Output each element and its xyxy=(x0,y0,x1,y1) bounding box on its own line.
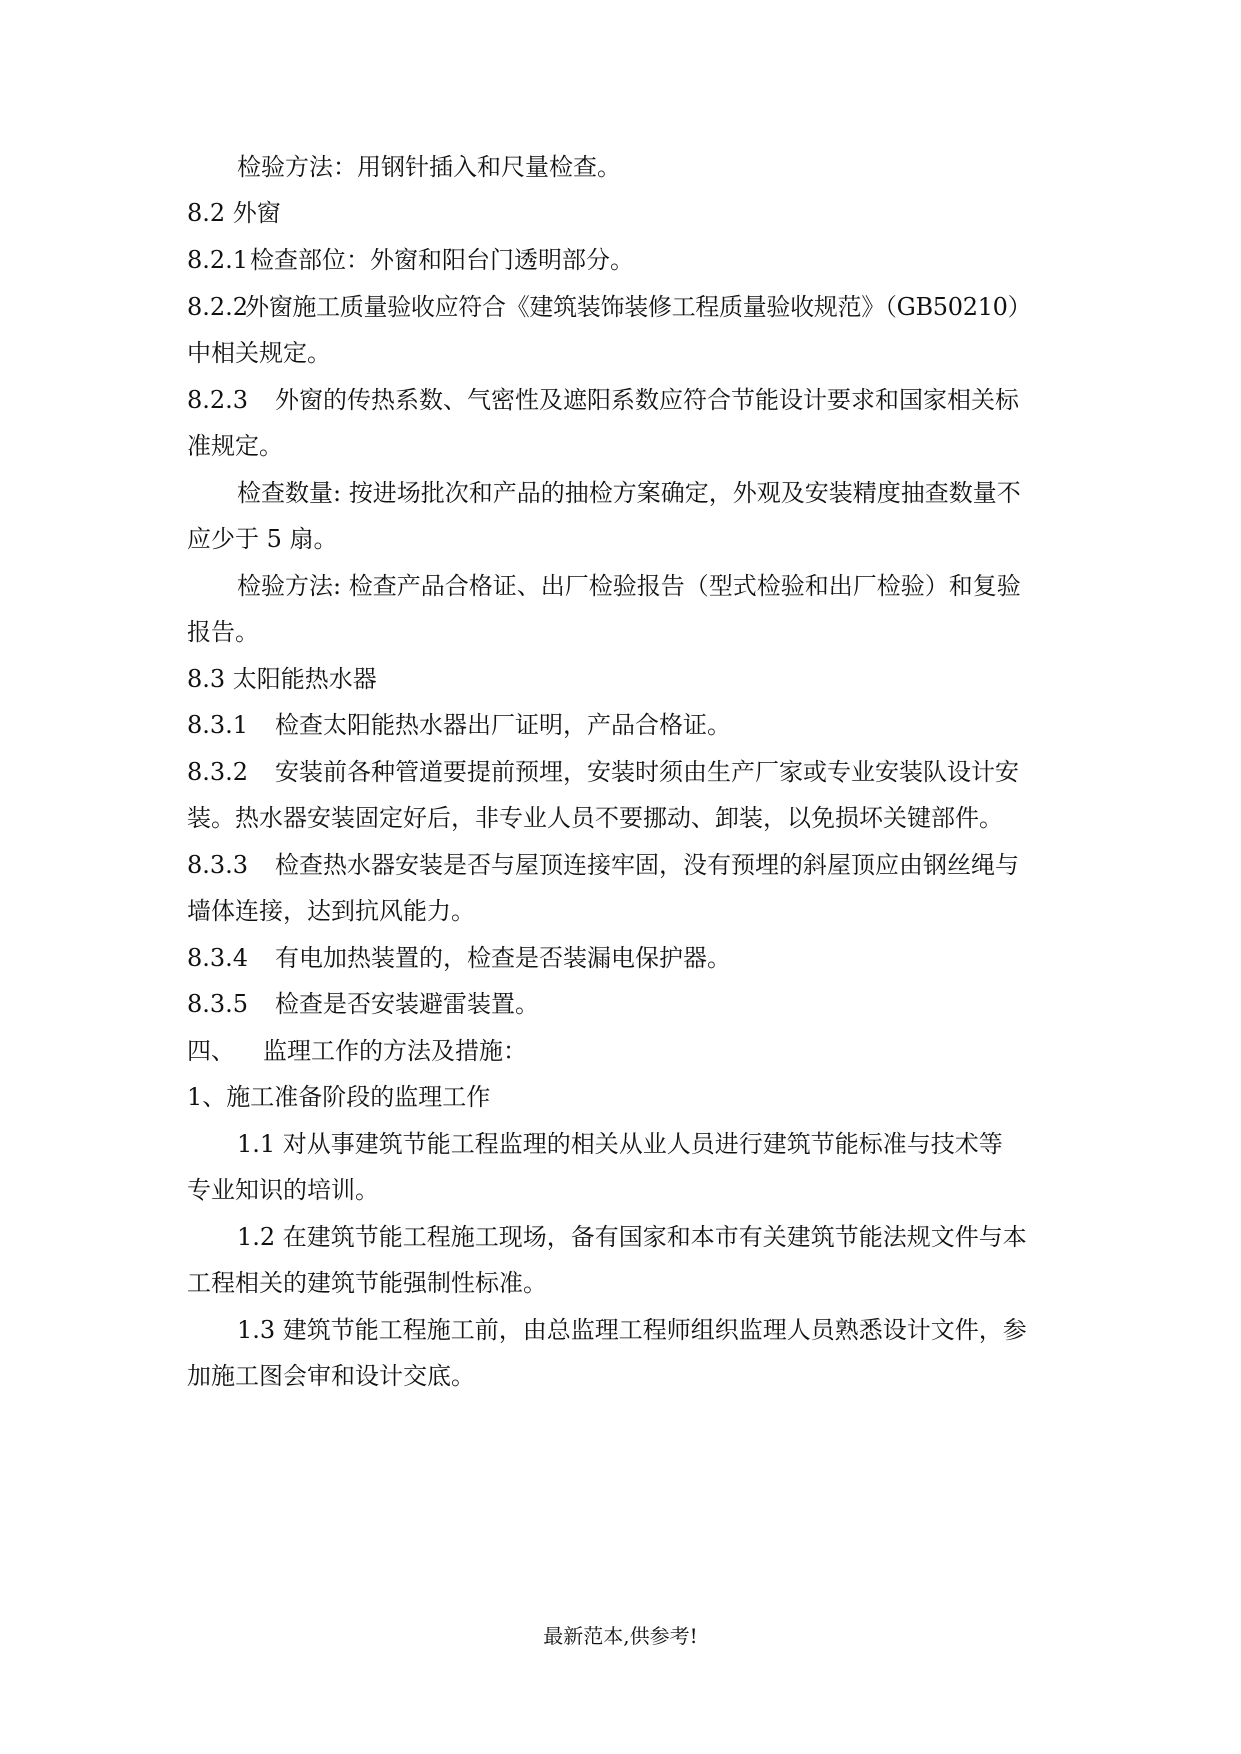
paragraph-text: 报告。 xyxy=(187,618,259,646)
item-text: 检查太阳能热水器出厂证明，产品合格证。 xyxy=(275,711,731,739)
paragraph-text: 1.3 建筑节能工程施工前，由总监理工程师组织监理人员熟悉设计文件，参 xyxy=(237,1316,1027,1344)
paragraph-text: 检验方法: 检查产品合格证、出厂检验报告（型式检验和出厂检验）和复验 xyxy=(237,572,1021,600)
item-number: 8.3.2 xyxy=(187,758,249,786)
item-text: 检查热水器安装是否与屋顶连接牢固，没有预埋的斜屋顶应由钢丝绳与 xyxy=(275,851,1019,879)
paragraph-text: 专业知识的培训。 xyxy=(187,1176,379,1204)
paragraph-text: 应少于 5 扇。 xyxy=(187,525,338,553)
heading-1-preparation-stage xyxy=(187,1081,490,1113)
paragraph-1-3-continued xyxy=(187,1360,475,1392)
item-number: 8.3.4 xyxy=(187,944,249,972)
item-8-3-1 xyxy=(187,709,731,741)
item-text: 墙体连接，达到抗风能力。 xyxy=(187,897,475,925)
heading-text: 8.2 外窗 xyxy=(187,199,281,227)
item-text: 检查部位：外窗和阳台门透明部分。 xyxy=(250,246,634,274)
paragraph-inspection-method-steel-needle xyxy=(237,151,621,183)
paragraph-inspection-quantity xyxy=(237,477,1021,509)
paragraph-text: 检查数量: 按进场批次和产品的抽检方案确定，外观及安装精度抽查数量不 xyxy=(237,479,1021,507)
item-number: 8.2.2 xyxy=(187,293,249,321)
item-text: 外窗施工质量验收应符合《建筑装饰装修工程质量验收规范》（GB50210） xyxy=(245,293,1032,321)
paragraph-1-1 xyxy=(237,1128,1003,1160)
heading-8-3 xyxy=(187,663,377,695)
paragraph-text: 1.1 对从事建筑节能工程监理的相关从业人员进行建筑节能标准与技术等 xyxy=(237,1130,1003,1158)
item-text: 有电加热装置的，检查是否装漏电保护器。 xyxy=(275,944,731,972)
item-text: 检查是否安装避雷装置。 xyxy=(275,990,539,1018)
paragraph-text: 工程相关的建筑节能强制性标准。 xyxy=(187,1269,547,1297)
item-8-3-2-continued xyxy=(187,802,1003,834)
item-8-3-3-continued xyxy=(187,895,475,927)
paragraph-1-3 xyxy=(237,1314,1027,1346)
heading-section-4 xyxy=(187,1035,527,1067)
heading-text: 8.3 太阳能热水器 xyxy=(187,665,377,693)
paragraph-text: 加施工图会审和设计交底。 xyxy=(187,1362,475,1390)
paragraph-inspection-method-certificates xyxy=(237,570,1021,602)
paragraph-1-2 xyxy=(237,1221,1027,1253)
item-8-3-4 xyxy=(187,942,731,974)
item-number: 8.3.1 xyxy=(187,711,249,739)
item-number: 8.2.1 xyxy=(187,246,249,274)
heading-text: 监理工作的方法及措施： xyxy=(263,1037,527,1065)
item-8-3-5 xyxy=(187,988,539,1020)
item-text: 准规定。 xyxy=(187,432,283,460)
item-number: 8.2.3 xyxy=(187,386,249,414)
item-number: 8.3.5 xyxy=(187,990,249,1018)
item-number: 8.3.3 xyxy=(187,851,249,879)
item-8-2-3 xyxy=(187,384,1019,416)
item-text: 中相关规定。 xyxy=(187,339,331,367)
paragraph-1-1-continued xyxy=(187,1174,379,1206)
item-8-2-2 xyxy=(187,291,1031,323)
item-text: 装。热水器安装固定好后，非专业人员不要挪动、卸装，以免损坏关键部件。 xyxy=(187,804,1003,832)
paragraph-inspection-quantity-continued xyxy=(187,523,338,555)
item-8-3-2 xyxy=(187,756,1019,788)
item-8-3-3 xyxy=(187,849,1019,881)
item-text: 安装前各种管道要提前预埋，安装时须由生产厂家或专业安装队设计安 xyxy=(275,758,1019,786)
paragraph-text: 1.2 在建筑节能工程施工现场，备有国家和本市有关建筑节能法规文件与本 xyxy=(237,1223,1027,1251)
item-8-2-3-continued xyxy=(187,430,283,462)
item-8-2-2-continued xyxy=(187,337,331,369)
page-footer: 最新范本,供参考! xyxy=(543,1624,698,1648)
paragraph-text: 检验方法：用钢针插入和尺量检查。 xyxy=(237,153,621,181)
paragraph-inspection-method-continued xyxy=(187,616,259,648)
item-text: 外窗的传热系数、气密性及遮阳系数应符合节能设计要求和国家相关标 xyxy=(275,386,1019,414)
section-number: 四、 xyxy=(187,1037,235,1065)
paragraph-1-2-continued xyxy=(187,1267,547,1299)
heading-8-2 xyxy=(187,197,281,229)
heading-text: 1、施工准备阶段的监理工作 xyxy=(187,1083,491,1111)
item-8-2-1 xyxy=(187,244,634,276)
